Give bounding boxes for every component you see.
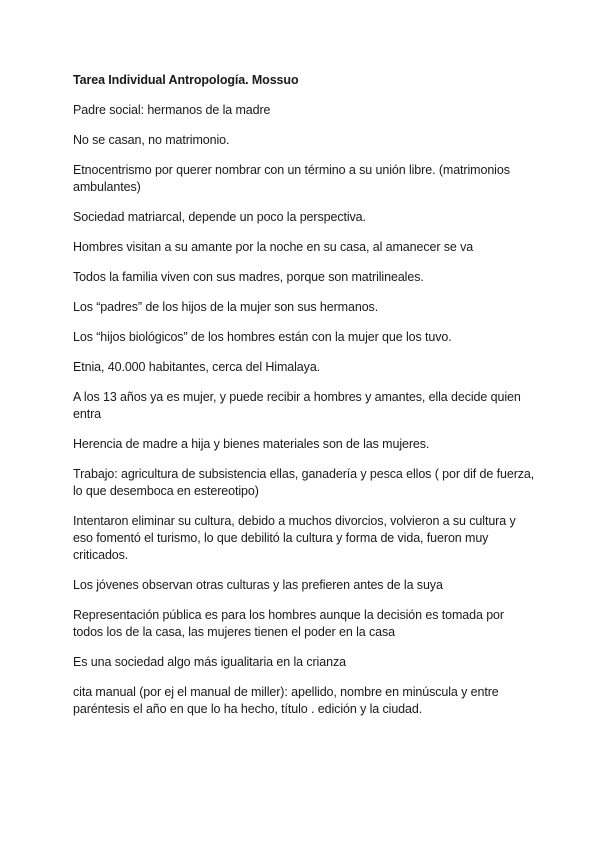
document-title: Tarea Individual Antropología. Mossuo	[73, 73, 299, 87]
paragraph-ethnic-group: Etnia, 40.000 habitantes, cerca del Himalaya.	[73, 360, 321, 374]
paragraph-fathers-are-brothers: Los “padres” de los hijos de la mujer son sus hermanos.	[73, 300, 379, 314]
paragraph-citation-manual: cita manual (por ej el manual de miller): apellido, nombre en minúscula y entre paréntesis el año en que lo ha hecho, título . edición y la ciudad.	[73, 685, 499, 716]
paragraph-inheritance: Herencia de madre a hija y bienes materiales son de las mujeres.	[73, 437, 430, 451]
document-body	[73, 72, 535, 731]
paragraph-culture-elimination: Intentaron eliminar su cultura, debido a muchos divorcios, volvieron a su cultura y eso fomentó el turismo, lo que debilitó la cultura y forma de vida, fueron muy criticados.	[73, 514, 516, 562]
paragraph-age-thirteen: A los 13 años ya es mujer, y puede recibir a hombres y amantes, ella decide quien entra	[73, 390, 521, 421]
paragraph-night-visits: Hombres visitan a su amante por la noche en su casa, al amanecer se va	[73, 240, 474, 254]
paragraph-ethnocentrism: Etnocentrismo por querer nombrar con un término a su unión libre. (matrimonios ambulantes)	[73, 163, 510, 194]
paragraph-family-with-mothers: Todos la familia viven con sus madres, porque son matrilineales.	[73, 270, 424, 284]
paragraph-young-people: Los jóvenes observan otras culturas y las prefieren antes de la suya	[73, 578, 443, 592]
paragraph-egalitarian-upbringing: Es una sociedad algo más igualitaria en la crianza	[73, 655, 346, 669]
paragraph-no-marriage: No se casan, no matrimonio.	[73, 133, 230, 147]
paragraph-matriarchal-society: Sociedad matriarcal, depende un poco la perspectiva.	[73, 210, 366, 224]
paragraph-social-father: Padre social: hermanos de la madre	[73, 103, 271, 117]
paragraph-public-representation: Representación pública es para los hombres aunque la decisión es tomada por todos los de la casa, las mujeres tienen el poder en la casa	[73, 608, 504, 639]
paragraph-work: Trabajo: agricultura de subsistencia ellas, ganadería y pesca ellos ( por dif de fuerza, lo que desemboca en estereotipo)	[73, 467, 535, 498]
paragraph-biological-children: Los “hijos biológicos” de los hombres están con la mujer que los tuvo.	[73, 330, 452, 344]
